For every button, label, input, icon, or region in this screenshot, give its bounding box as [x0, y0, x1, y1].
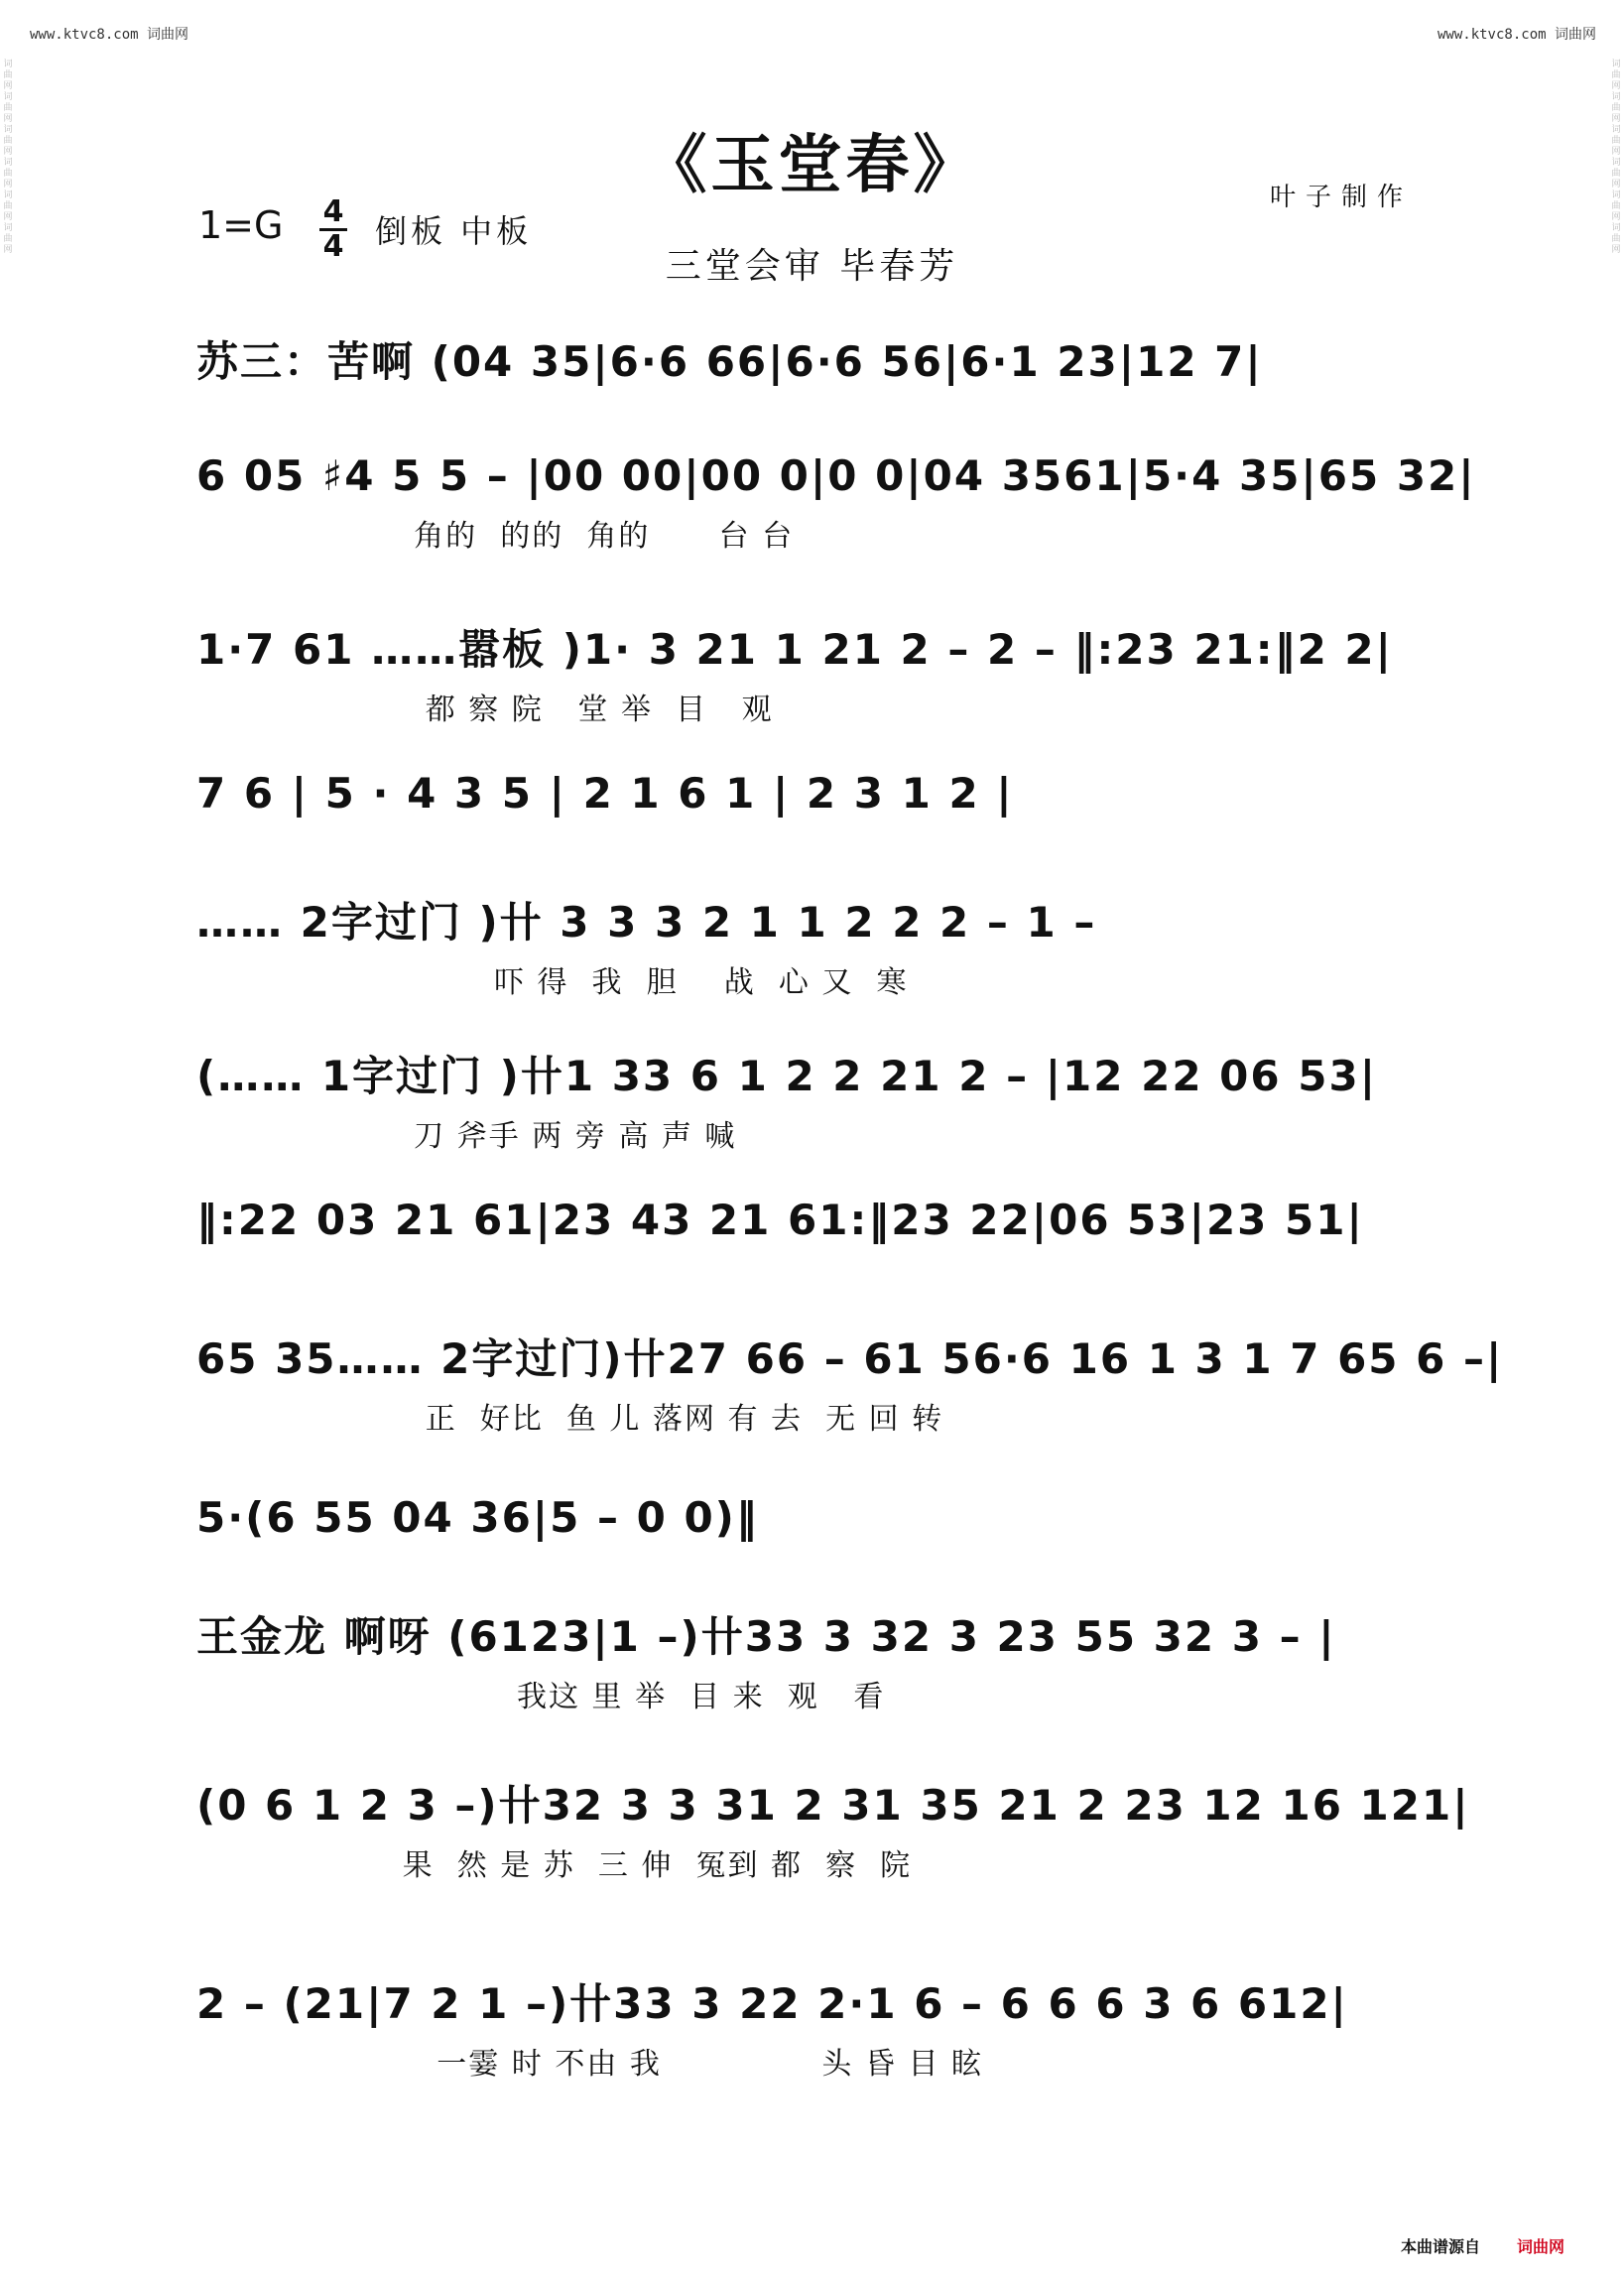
notation-line: 王金龙 啊呀 (6123|1 –)卄33 3 32 3 23 55 32 3 – | [196, 1612, 1336, 1661]
score-subtitle: 三堂会审 毕春芳 [665, 246, 959, 287]
notation-line: (0 6 1 2 3 –)卄32 3 3 31 2 31 35 21 2 23 12 16 121| [196, 1781, 1470, 1830]
notation-line: 65 35…… 2字过门)卄27 66 – 61 56·6 16 1 3 1 7 65 6 –| [196, 1334, 1504, 1383]
notation-line: 2 – (21|7 2 1 –)卄33 3 22 2·1 6 – 6 6 6 3 6 612| [196, 1979, 1348, 2028]
maker-credit: 叶子制作 [1270, 183, 1414, 212]
notation-line: 苏三：苦啊 (04 35|6·6 66|6·6 56|6·1 23|12 7| [196, 337, 1263, 386]
watermark-right: www.ktvc8.com 词曲网 [1437, 27, 1596, 43]
lyric-line: 一霎 时 不由 我 头 昏 目 眩 [196, 2047, 983, 2082]
notation-line: …… 2字过门 )卄 3 3 3 2 1 1 2 2 2 – 1 – [196, 898, 1097, 947]
notation-line: 1·7 61 ……嚣板 )1· 3 21 1 21 2 – 2 – ‖:23 21:‖2 2| [196, 625, 1393, 674]
lyric-line: 果 然 是 苏 三 伸 冤到 都 察 院 [196, 1848, 913, 1883]
key-signature: 1=G [198, 203, 284, 247]
footer-source: 本曲谱源自 [1400, 2237, 1480, 2256]
lyric-line: 我这 里 举 目 来 观 看 [196, 1680, 886, 1714]
lyric-line: 正 好比 鱼 儿 落网 有 去 无 回 转 [196, 1402, 944, 1437]
tempo-marking: 倒板 中板 [375, 212, 533, 250]
time-signature-bottom: 4 [322, 229, 344, 264]
lyric-line: 都 察 院 堂 举 目 观 [196, 693, 774, 727]
side-watermark-left: 词曲网 词曲网 词曲网 词曲网 词曲网 词曲网 [3, 60, 13, 255]
time-signature-top: 4 [322, 194, 344, 229]
notation-line: 6 05 ♯4 5 5 – |00 00|00 0|0 0|04 3561|5·4 35|65 32| [196, 451, 1476, 500]
score-title: 《玉堂春》 [643, 128, 981, 202]
notation-line: 7 6 | 5 · 4 3 5 | 2 1 6 1 | 2 3 1 2 | [196, 769, 1014, 818]
notation-line: ‖:22 03 21 61|23 43 21 61:‖23 22|06 53|23 51| [196, 1196, 1364, 1244]
notation-line: 5·(6 55 04 36|5 – 0 0)‖ [196, 1493, 759, 1542]
lyric-line: 角的 的的 角的 台 台 [196, 519, 795, 554]
side-watermark-right: 词曲网 词曲网 词曲网 词曲网 词曲网 词曲网 [1611, 60, 1621, 255]
lyric-line: 吓 得 我 胆 战 心 又 寒 [196, 965, 909, 1000]
notation-line: (…… 1字过门 )卄1 33 6 1 2 2 21 2 – |12 22 06 53| [196, 1052, 1378, 1100]
lyric-line: 刀 斧手 两 旁 高 声 喊 [196, 1119, 737, 1154]
footer-site: 词曲网 [1516, 2237, 1564, 2256]
watermark-left: www.ktvc8.com 词曲网 [30, 27, 189, 43]
